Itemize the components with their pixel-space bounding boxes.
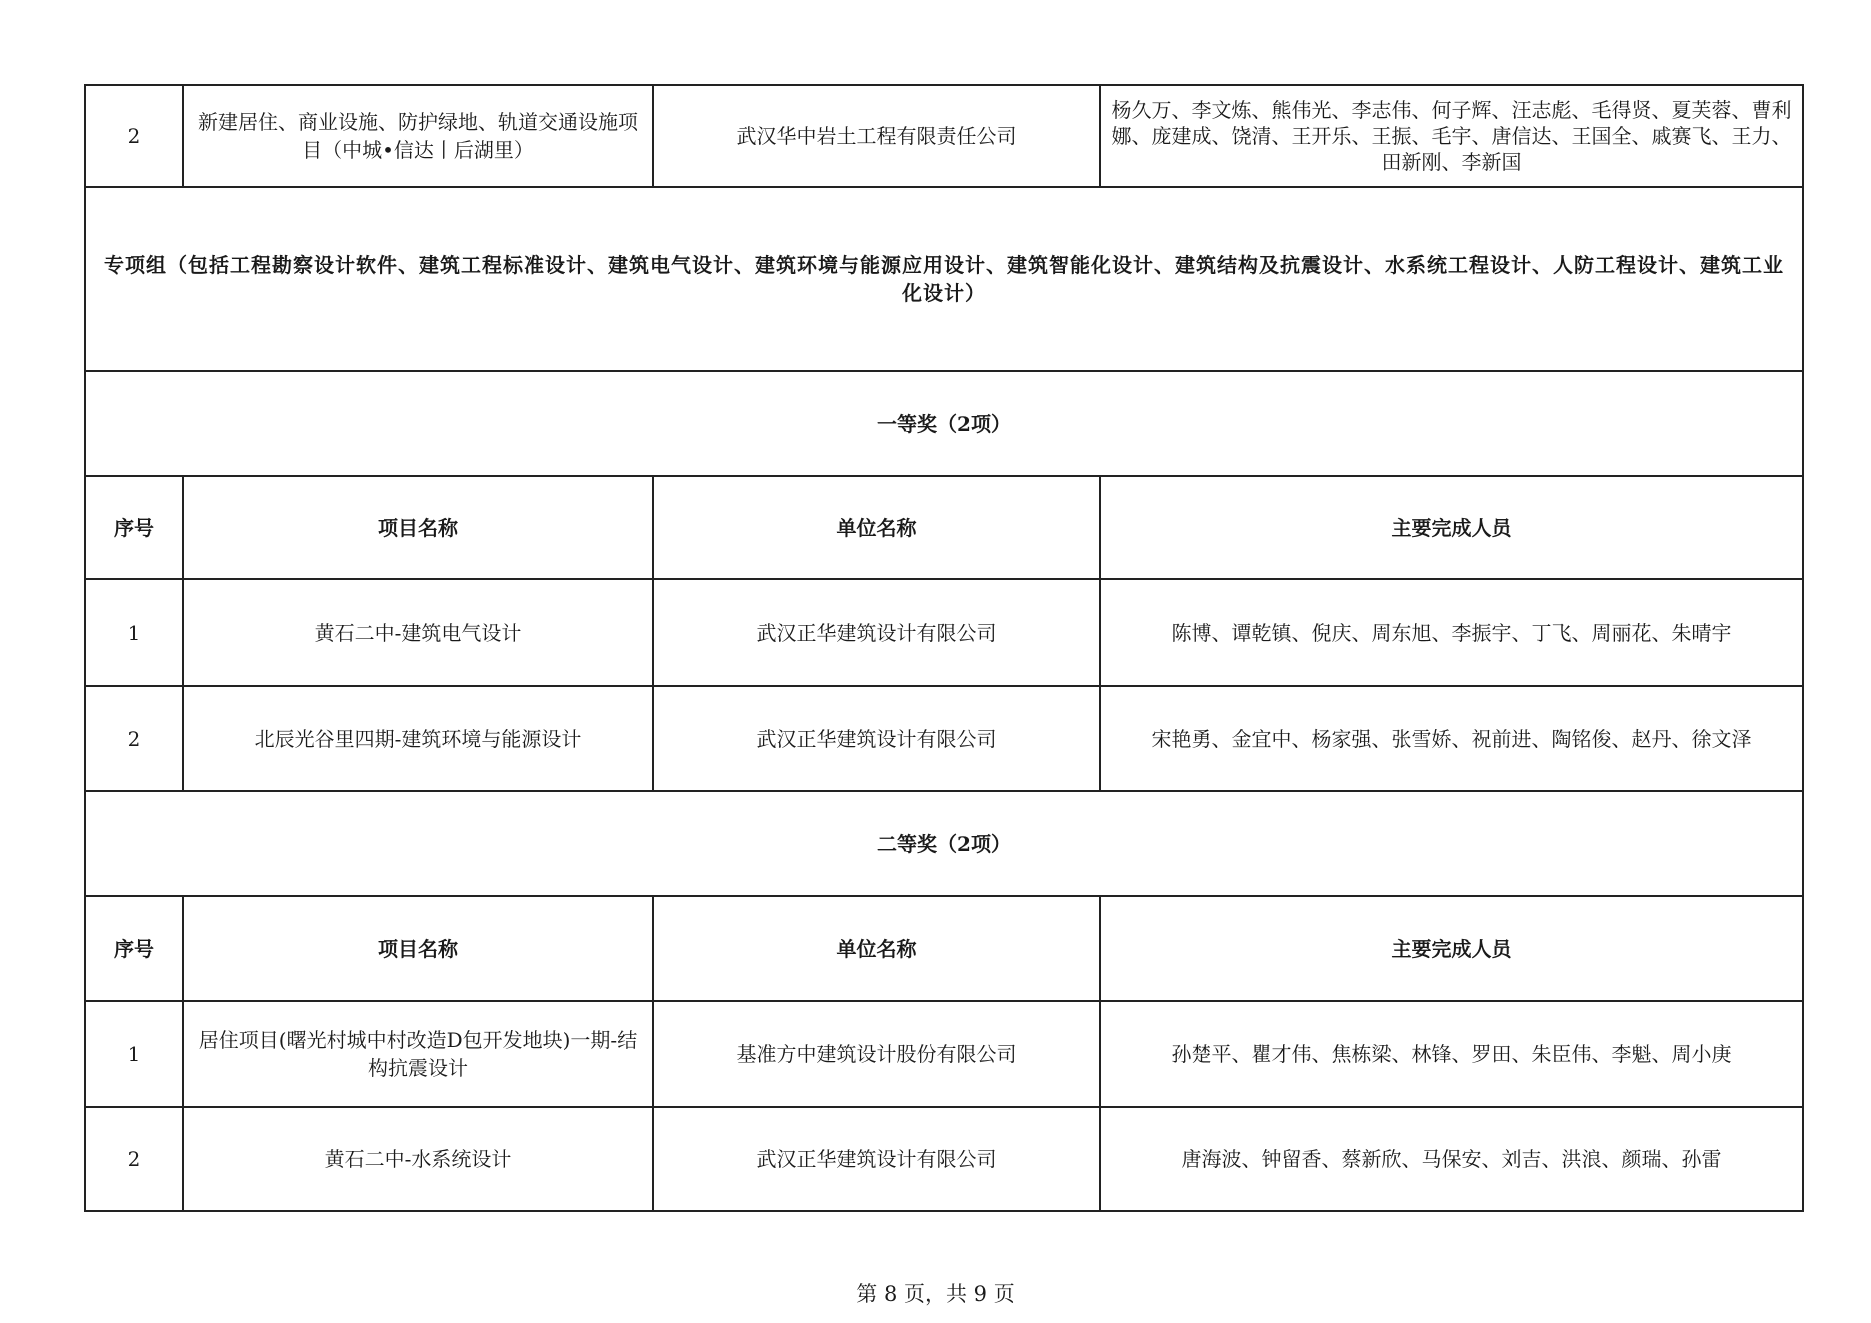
table-row bbox=[85, 579, 1803, 686]
header-row bbox=[85, 896, 1803, 1001]
page-number: 第 8 页，共 9 页 bbox=[856, 1282, 1015, 1306]
project-name: 黄石二中-水系统设计 bbox=[183, 1107, 653, 1211]
team-members: 宋艳勇、金宜中、杨家强、张雪娇、祝前进、陶铭俊、赵丹、徐文泽 bbox=[1100, 686, 1803, 791]
unit-name: 武汉正华建筑设计有限公司 bbox=[653, 1107, 1100, 1211]
header-no: 序号 bbox=[85, 476, 183, 579]
award-title-second: 二等奖（2项） bbox=[85, 791, 1803, 896]
header-unit: 单位名称 bbox=[653, 476, 1100, 579]
team-members: 陈博、谭乾镇、倪庆、周东旭、李振宇、丁飞、周丽花、朱晴宇 bbox=[1100, 579, 1803, 686]
table-row bbox=[85, 85, 1803, 187]
header-project: 项目名称 bbox=[183, 476, 653, 579]
awards-table bbox=[84, 84, 1804, 1212]
header-people: 主要完成人员 bbox=[1100, 896, 1803, 1001]
project-name: 北辰光谷里四期-建筑环境与能源设计 bbox=[183, 686, 653, 791]
row-number: 1 bbox=[85, 579, 183, 686]
row-number: 2 bbox=[85, 686, 183, 791]
team-members: 孙楚平、瞿才伟、焦栋梁、林锋、罗田、朱臣伟、李魁、周小庚 bbox=[1100, 1001, 1803, 1107]
header-no: 序号 bbox=[85, 896, 183, 1001]
unit-name: 武汉正华建筑设计有限公司 bbox=[653, 579, 1100, 686]
row-number: 1 bbox=[85, 1001, 183, 1107]
unit-name: 武汉正华建筑设计有限公司 bbox=[653, 686, 1100, 791]
table-row bbox=[85, 1107, 1803, 1211]
award-title-first: 一等奖（2项） bbox=[85, 371, 1803, 476]
team-members: 唐海波、钟留香、蔡新欣、马保安、刘吉、洪浪、颜瑞、孙雷 bbox=[1100, 1107, 1803, 1211]
table-row bbox=[85, 1001, 1803, 1107]
header-unit: 单位名称 bbox=[653, 896, 1100, 1001]
table-row bbox=[85, 686, 1803, 791]
row-number: 2 bbox=[85, 85, 183, 187]
section-title: 专项组（包括工程勘察设计软件、建筑工程标准设计、建筑电气设计、建筑环境与能源应用设计、建筑智能化设计、建筑结构及抗震设计、水系统工程设计、人防工程设计、建筑工业化设计） bbox=[85, 187, 1803, 371]
team-members: 杨久万、李文炼、熊伟光、李志伟、何子辉、汪志彪、毛得贤、夏芙蓉、曹利娜、庞建成、饶清、王开乐、王振、毛宇、唐信达、王国全、戚赛飞、王力、田新刚、李新国 bbox=[1100, 85, 1803, 187]
header-people: 主要完成人员 bbox=[1100, 476, 1803, 579]
project-name: 居住项目(曙光村城中村改造D包开发地块)一期-结构抗震设计 bbox=[183, 1001, 653, 1107]
project-name: 黄石二中-建筑电气设计 bbox=[183, 579, 653, 686]
unit-name: 武汉华中岩土工程有限责任公司 bbox=[653, 85, 1100, 187]
header-row bbox=[85, 476, 1803, 579]
header-project: 项目名称 bbox=[183, 896, 653, 1001]
project-name: 新建居住、商业设施、防护绿地、轨道交通设施项目（中城•信达丨后湖里） bbox=[183, 85, 653, 187]
unit-name: 基准方中建筑设计股份有限公司 bbox=[653, 1001, 1100, 1107]
row-number: 2 bbox=[85, 1107, 183, 1211]
